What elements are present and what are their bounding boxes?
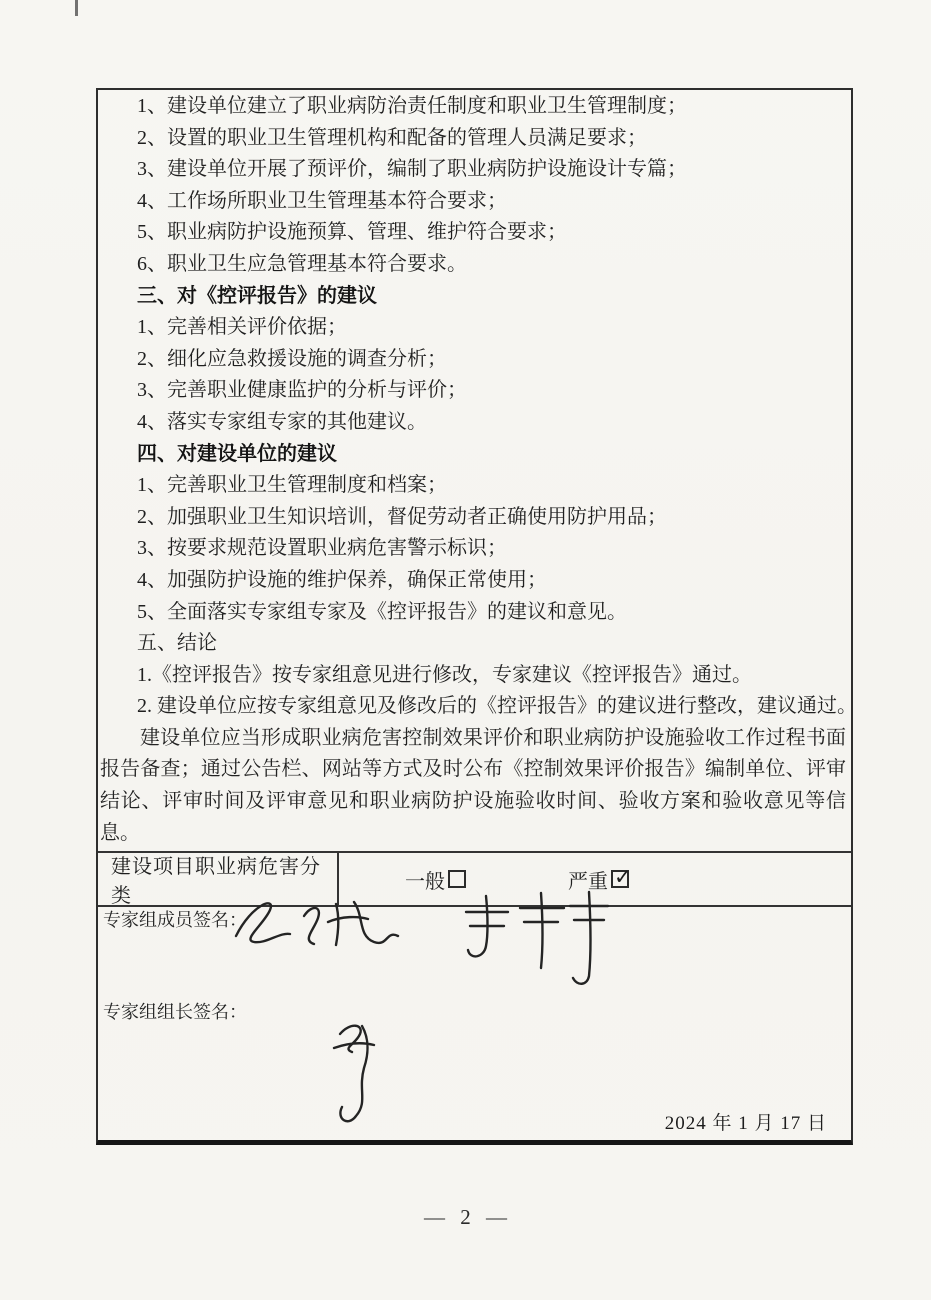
- expert-members-signature-label: 专家组成员签名：: [103, 910, 247, 930]
- section-3-heading: 三、对《控评报告》的建议: [137, 284, 377, 307]
- document-border-box: [96, 88, 857, 1145]
- document-line: 3、按要求规范设置职业病危害警示标识；: [137, 537, 507, 560]
- section-4-items: [100, 470, 846, 628]
- document-line: 1、建设单位建立了职业病防治责任制度和职业卫生管理制度；: [137, 95, 687, 117]
- leader-signature-handwriting: [326, 1020, 386, 1132]
- document-line: 2、细化应急救援设施的调查分析；: [137, 347, 447, 370]
- member-signature-handwriting-1: [226, 892, 404, 962]
- document-line: 4、工作场所职业卫生管理基本符合要求；: [137, 189, 507, 212]
- option-general: [405, 865, 466, 894]
- document-line: 4、加强防护设施的维护保养，确保正常使用；: [137, 568, 547, 591]
- section-5-heading: 五、结论: [137, 632, 217, 655]
- document-date: 2024 年 1 月 17 日: [664, 1113, 827, 1134]
- document-line: 1、完善职业卫生管理制度和档案；: [137, 474, 447, 497]
- section-3-items: [100, 312, 846, 438]
- hazard-classification-label: 建设项目职业病危害分类: [98, 853, 339, 905]
- member-signature-handwriting-2: [458, 888, 613, 988]
- section-4-heading: 四、对建设单位的建议: [137, 442, 337, 465]
- severe-checkbox-icon: [611, 870, 629, 888]
- section-2-items: [100, 91, 846, 281]
- closing-paragraph: 建设单位应当形成职业病危害控制效果评价和职业病防护设施验收工作过程书面报告备查；通过公告栏、网站等方式及时公布《控制效果评价报告》编制单位、评审结论、评审时间及评审意见和职业病防护设施验收时间、验收方案和验收意见等信息。: [100, 726, 846, 844]
- document-line: 3、完善职业健康监护的分析与评价；: [137, 379, 467, 402]
- document-line: 6、职业卫生应急管理基本符合要求。: [137, 252, 467, 275]
- document-line: 1、完善相关评价依据；: [137, 316, 347, 339]
- document-line: 2. 建设单位应按专家组意见及修改后的《控评报告》的建议进行整改，建议通过。: [137, 695, 857, 718]
- page-number: — 2 —: [424, 1205, 507, 1229]
- document-line: 5、职业病防护设施预算、管理、维护符合要求；: [137, 221, 567, 244]
- option-general-label: 一般: [405, 870, 445, 893]
- document-line: 3、建设单位开展了预评价，编制了职业病防护设施设计专篇；: [137, 158, 687, 181]
- document-body: [100, 91, 857, 849]
- expert-leader-signature-label: 专家组组长签名：: [103, 1002, 247, 1022]
- document-line: 1.《控评报告》按专家组意见进行修改，专家建议《控评报告》通过。: [137, 663, 752, 686]
- general-checkbox-icon: [448, 870, 466, 888]
- section-5-items: [100, 660, 857, 723]
- document-line: 5、全面落实专家组专家及《控评报告》的建议和意见。: [137, 600, 627, 623]
- scan-edge-artifact: [75, 0, 78, 16]
- document-line: 4、落实专家组专家的其他建议。: [137, 410, 427, 433]
- option-severe-label: 严重: [568, 870, 608, 893]
- document-line: 2、加强职业卫生知识培训，督促劳动者正确使用防护用品；: [137, 505, 667, 528]
- document-line: 2、设置的职业卫生管理机构和配备的管理人员满足要求；: [137, 126, 647, 149]
